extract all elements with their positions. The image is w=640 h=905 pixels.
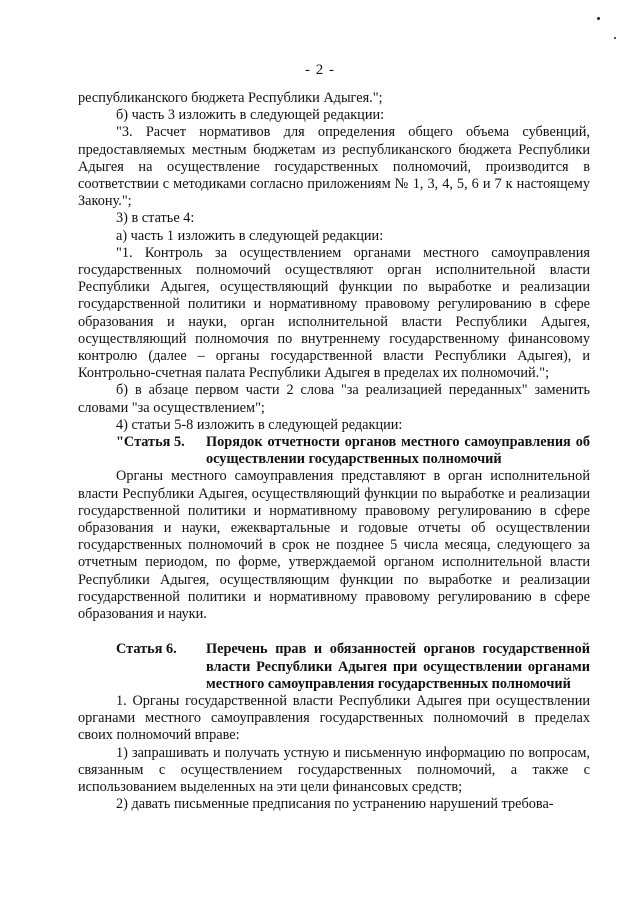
paragraph: 1) запрашивать и получать устную и письменную информацию по вопросам, связанным с осуществлением государственных полномочий, а также с использованием выделенных на эти цели финансовых средств;: [78, 744, 590, 795]
article-6-heading: [116, 641, 590, 693]
article-label: "Статья 5.: [116, 434, 185, 451]
article-5-heading: [116, 434, 590, 468]
scan-speck: [597, 17, 600, 20]
paragraph: б) в абзаце первом части 2 слова "за реализацией переданных" заменить словами "за осуществлением";: [78, 382, 590, 416]
paragraph: 4) статьи 5-8 изложить в следующей редакции:: [116, 416, 403, 433]
page-number: - 2 -: [305, 62, 335, 78]
paragraph: 3) в статье 4:: [116, 210, 195, 227]
paragraph: б) часть 3 изложить в следующей редакции:: [116, 107, 385, 124]
article-label: Статья 6.: [116, 641, 177, 658]
paragraph: 1. Органы государственной власти Республики Адыгея при осуществлении органами местного самоуправления государственных полномочий в пределах своих полномочий вправе:: [78, 692, 590, 744]
paragraph: "1. Контроль за осуществлением органами местного самоуправления государственных полномочий осуществляют орган исполнительной власти Республики Адыгея, осуществляющий функции по выработке и реализации государственной политики и нормативному правовому регулированию в сфере образования и науки, орган исполнительной власти Республики Адыгея, осуществляющий полномочия по внутреннему государственному финансовому контролю (далее – органы государственной власти Республики Адыгея), и Контрольно-счетная палата Республики Адыгея в пределах их полномочий.";: [78, 244, 590, 382]
paragraph: 2) давать письменные предписания по устранению нарушений требова-: [116, 796, 554, 813]
paragraph: республиканского бюджета Республики Адыгея.";: [78, 90, 383, 106]
paragraph: "3. Расчет нормативов для определения общего объема субвенций, предоставляемых местным бюджетам из республиканского бюджета Республики Адыгея на осуществление государственных полномочий, производится в соответствии с методиками согласно приложениям № 1, 3, 4, 5, 6 и 7 к настоящему Закону.";: [78, 124, 590, 210]
scan-speck: [614, 37, 616, 39]
document-body: [78, 90, 590, 813]
article-title: Перечень прав и обязанностей органов государственной власти Республики Адыгея при осуществлении органами местного самоуправления государственных полномочий: [206, 641, 590, 692]
article-title: Порядок отчетности органов местного самоуправления об осуществлении государственных полномочий: [206, 434, 590, 468]
article-5-body: Органы местного самоуправления представляют в орган исполнительной власти Республики Адыгея, осуществляющий функции по выработке и реализации государственной политики и нормативному правовому регулированию в сфере образования и науки, ежеквартальные и годовые отчеты об осуществлении государственных полномочий в срок не позднее 5 числа месяца, следующего за отчетным периодом, по форме, утверждаемой органом исполнительной власти Республики Адыгея, осуществляющим функции по выработке и реализации государственной политики и нормативному правовому регулированию в сфере образования и науки.: [78, 468, 590, 623]
paragraph: а) часть 1 изложить в следующей редакции:: [116, 227, 384, 244]
